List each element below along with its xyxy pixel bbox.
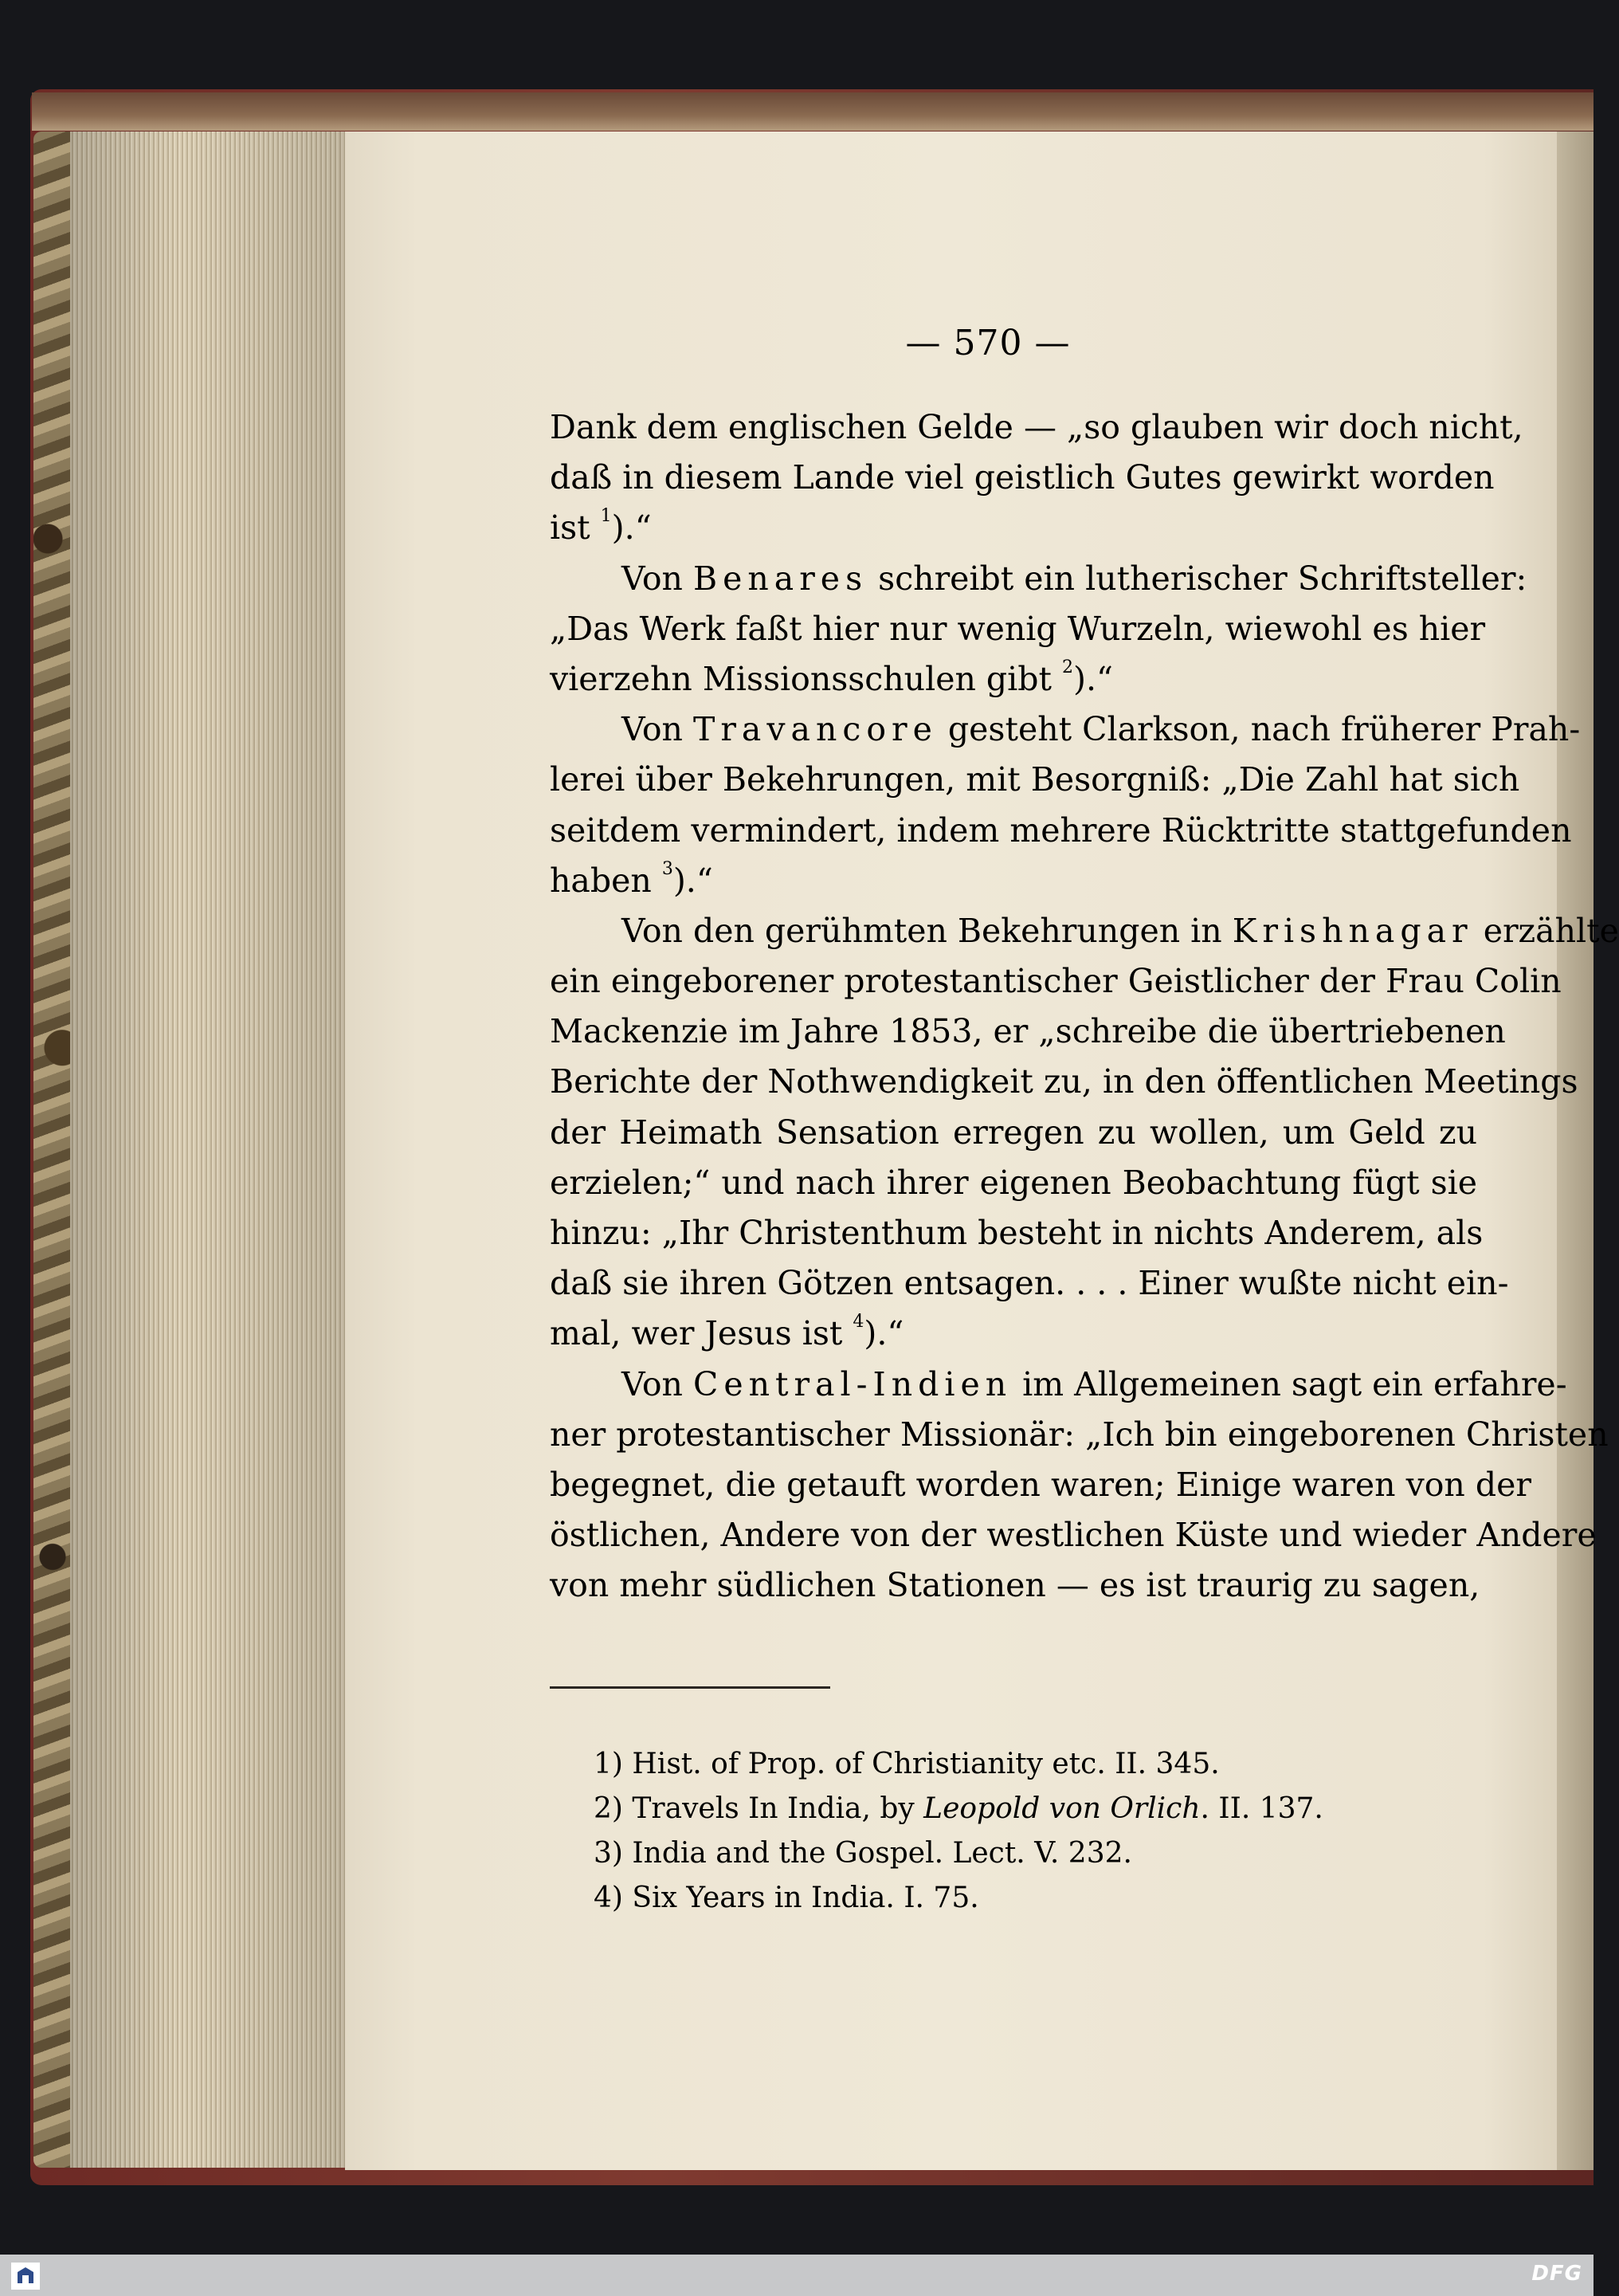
text-run: erzählte [1472,911,1619,950]
footnote-rule [550,1686,830,1689]
footnote-item [594,1787,1390,1831]
footnote-item [594,1831,1390,1876]
viewer-footer-bar [0,2255,1594,2296]
facing-page-edge [1557,131,1594,2170]
text-run: ).“ [1073,659,1114,698]
text-run: lerei über Bekehrungen, mit Besorgniß: „Die Zahl hat sich [550,760,1520,799]
footnote-marker: 4 [853,1312,864,1332]
text-run: ner protestantischer Missionär: „Ich bin eingeborenen Christen [550,1415,1609,1454]
text-run: Von [621,559,693,598]
spaced-place-name: Benares [692,559,868,598]
text-run: ).“ [611,508,652,548]
library-logo-icon [8,2259,43,2293]
text-run: Berichte der Nothwendigkeit zu, in den öffentlichen Meetings [550,1062,1578,1101]
text-line [550,1258,1509,1309]
footnote-item [594,1742,1390,1787]
text-run: vierzehn Missionsschulen gibt [550,659,1063,698]
text-line [550,1560,1480,1611]
footnote-number: 2) [594,1792,633,1825]
text-line [550,1410,1609,1460]
footnote-marker: 2 [1062,657,1074,677]
text-line [550,1208,1484,1258]
text-line [550,906,1619,956]
paragraph [550,906,1619,1360]
text-run: seitdem vermindert, indem mehrere Rücktritte stattgefunden [550,810,1572,850]
text-run: schreibt ein lutherischer Schriftsteller: [868,559,1527,598]
text-line [550,1057,1578,1107]
text-line [550,604,1486,654]
text-run: Von den gerühmten Bekehrungen in [621,911,1233,950]
footnote-author: Leopold von Orlich [923,1792,1201,1825]
text-run: ein eingeborener protestantischer Geistlicher der Frau Colin [550,962,1562,1001]
footnote-item [594,1876,1390,1921]
text-run: Von [621,1364,693,1403]
text-run: daß sie ihren Götzen entsagen. . . . Einer wußte nicht ein- [550,1264,1509,1303]
paragraph [550,554,1527,705]
footnote-number: 1) [594,1748,633,1780]
footnote-marker: 3 [661,858,673,879]
footnote-marker: 1 [600,506,612,527]
text-line [550,1158,1477,1208]
text-line [550,1007,1506,1057]
text-line [550,856,1477,906]
text-run: Mackenzie im Jahre 1853, er „schreibe die übertriebenen [550,1012,1506,1051]
text-run: hinzu: „Ihr Christenthum besteht in nichts Anderem, als [550,1214,1484,1252]
footnote-number: 3) [594,1837,633,1870]
stacked-page-edges [70,131,345,2168]
text-run: von mehr südlichen Stationen — es ist traurig zu sagen, [550,1566,1480,1605]
text-run: haben [550,861,662,900]
footnote-text: . II. 137. [1200,1792,1323,1825]
body-text [550,402,1619,1611]
text-run: Dank dem englischen Gelde — „so glauben wir doch nicht, [550,408,1523,446]
paragraph [550,1360,1609,1611]
text-line [550,704,1581,755]
text-line [550,1510,1597,1560]
text-run: im Allgemeinen sagt ein erfahre- [1012,1364,1567,1403]
text-line [550,402,1523,453]
text-line [550,453,1495,503]
text-run: daß in diesem Lande viel geistlich Gutes gewirkt worden [550,458,1495,497]
footnote-text: India and the Gospel. Lect. V. 232. [632,1837,1132,1870]
text-run: „Das Werk faßt hier nur wenig Wurzeln, wiewohl es hier [550,609,1486,648]
text-run: ist [550,508,601,548]
text-run: gesteht Clarkson, nach früherer Prah- [937,710,1581,749]
dfg-logo: DFG [1531,2262,1582,2286]
footnote-number: 4) [594,1882,633,1914]
text-run: ).“ [864,1314,904,1353]
text-line [550,806,1572,856]
text-run: mal, wer Jesus ist [550,1314,853,1353]
spaced-place-name: Central-Indien [692,1364,1013,1403]
text-run: erzielen;“ und nach ihrer eigenen Beobachtung fügt sie [550,1163,1477,1202]
page-number: — 570 — [905,323,1071,363]
footnote-text: Hist. of Prop. of Christianity etc. II. 345. [632,1748,1220,1780]
text-line [550,1108,1477,1158]
text-run: ).“ [672,861,713,900]
text-line [550,554,1527,604]
footnotes [594,1742,1390,1921]
text-run: begegnet, die getauft worden waren; Einige waren von der [550,1465,1531,1504]
text-line [550,755,1520,805]
text-line [550,503,1477,553]
text-run: Von [621,710,693,749]
spaced-place-name: Krishnagar [1232,911,1473,950]
spaced-place-name: Travancore [692,710,938,749]
paragraph [550,402,1523,554]
text-line [550,1460,1531,1510]
text-line [550,1309,1477,1359]
book-top-board [32,92,1594,131]
footnote-text: Travels In India, by [632,1792,924,1825]
text-run: östlichen, Andere von der westlichen Küste und wieder Andere [550,1516,1597,1555]
text-line [550,1360,1567,1410]
paragraph [550,704,1581,906]
footnote-text: Six Years in India. I. 75. [632,1882,979,1914]
text-run: der Heimath Sensation erregen zu wollen, um Geld zu [550,1113,1477,1152]
text-line [550,654,1477,704]
text-line [550,956,1562,1007]
